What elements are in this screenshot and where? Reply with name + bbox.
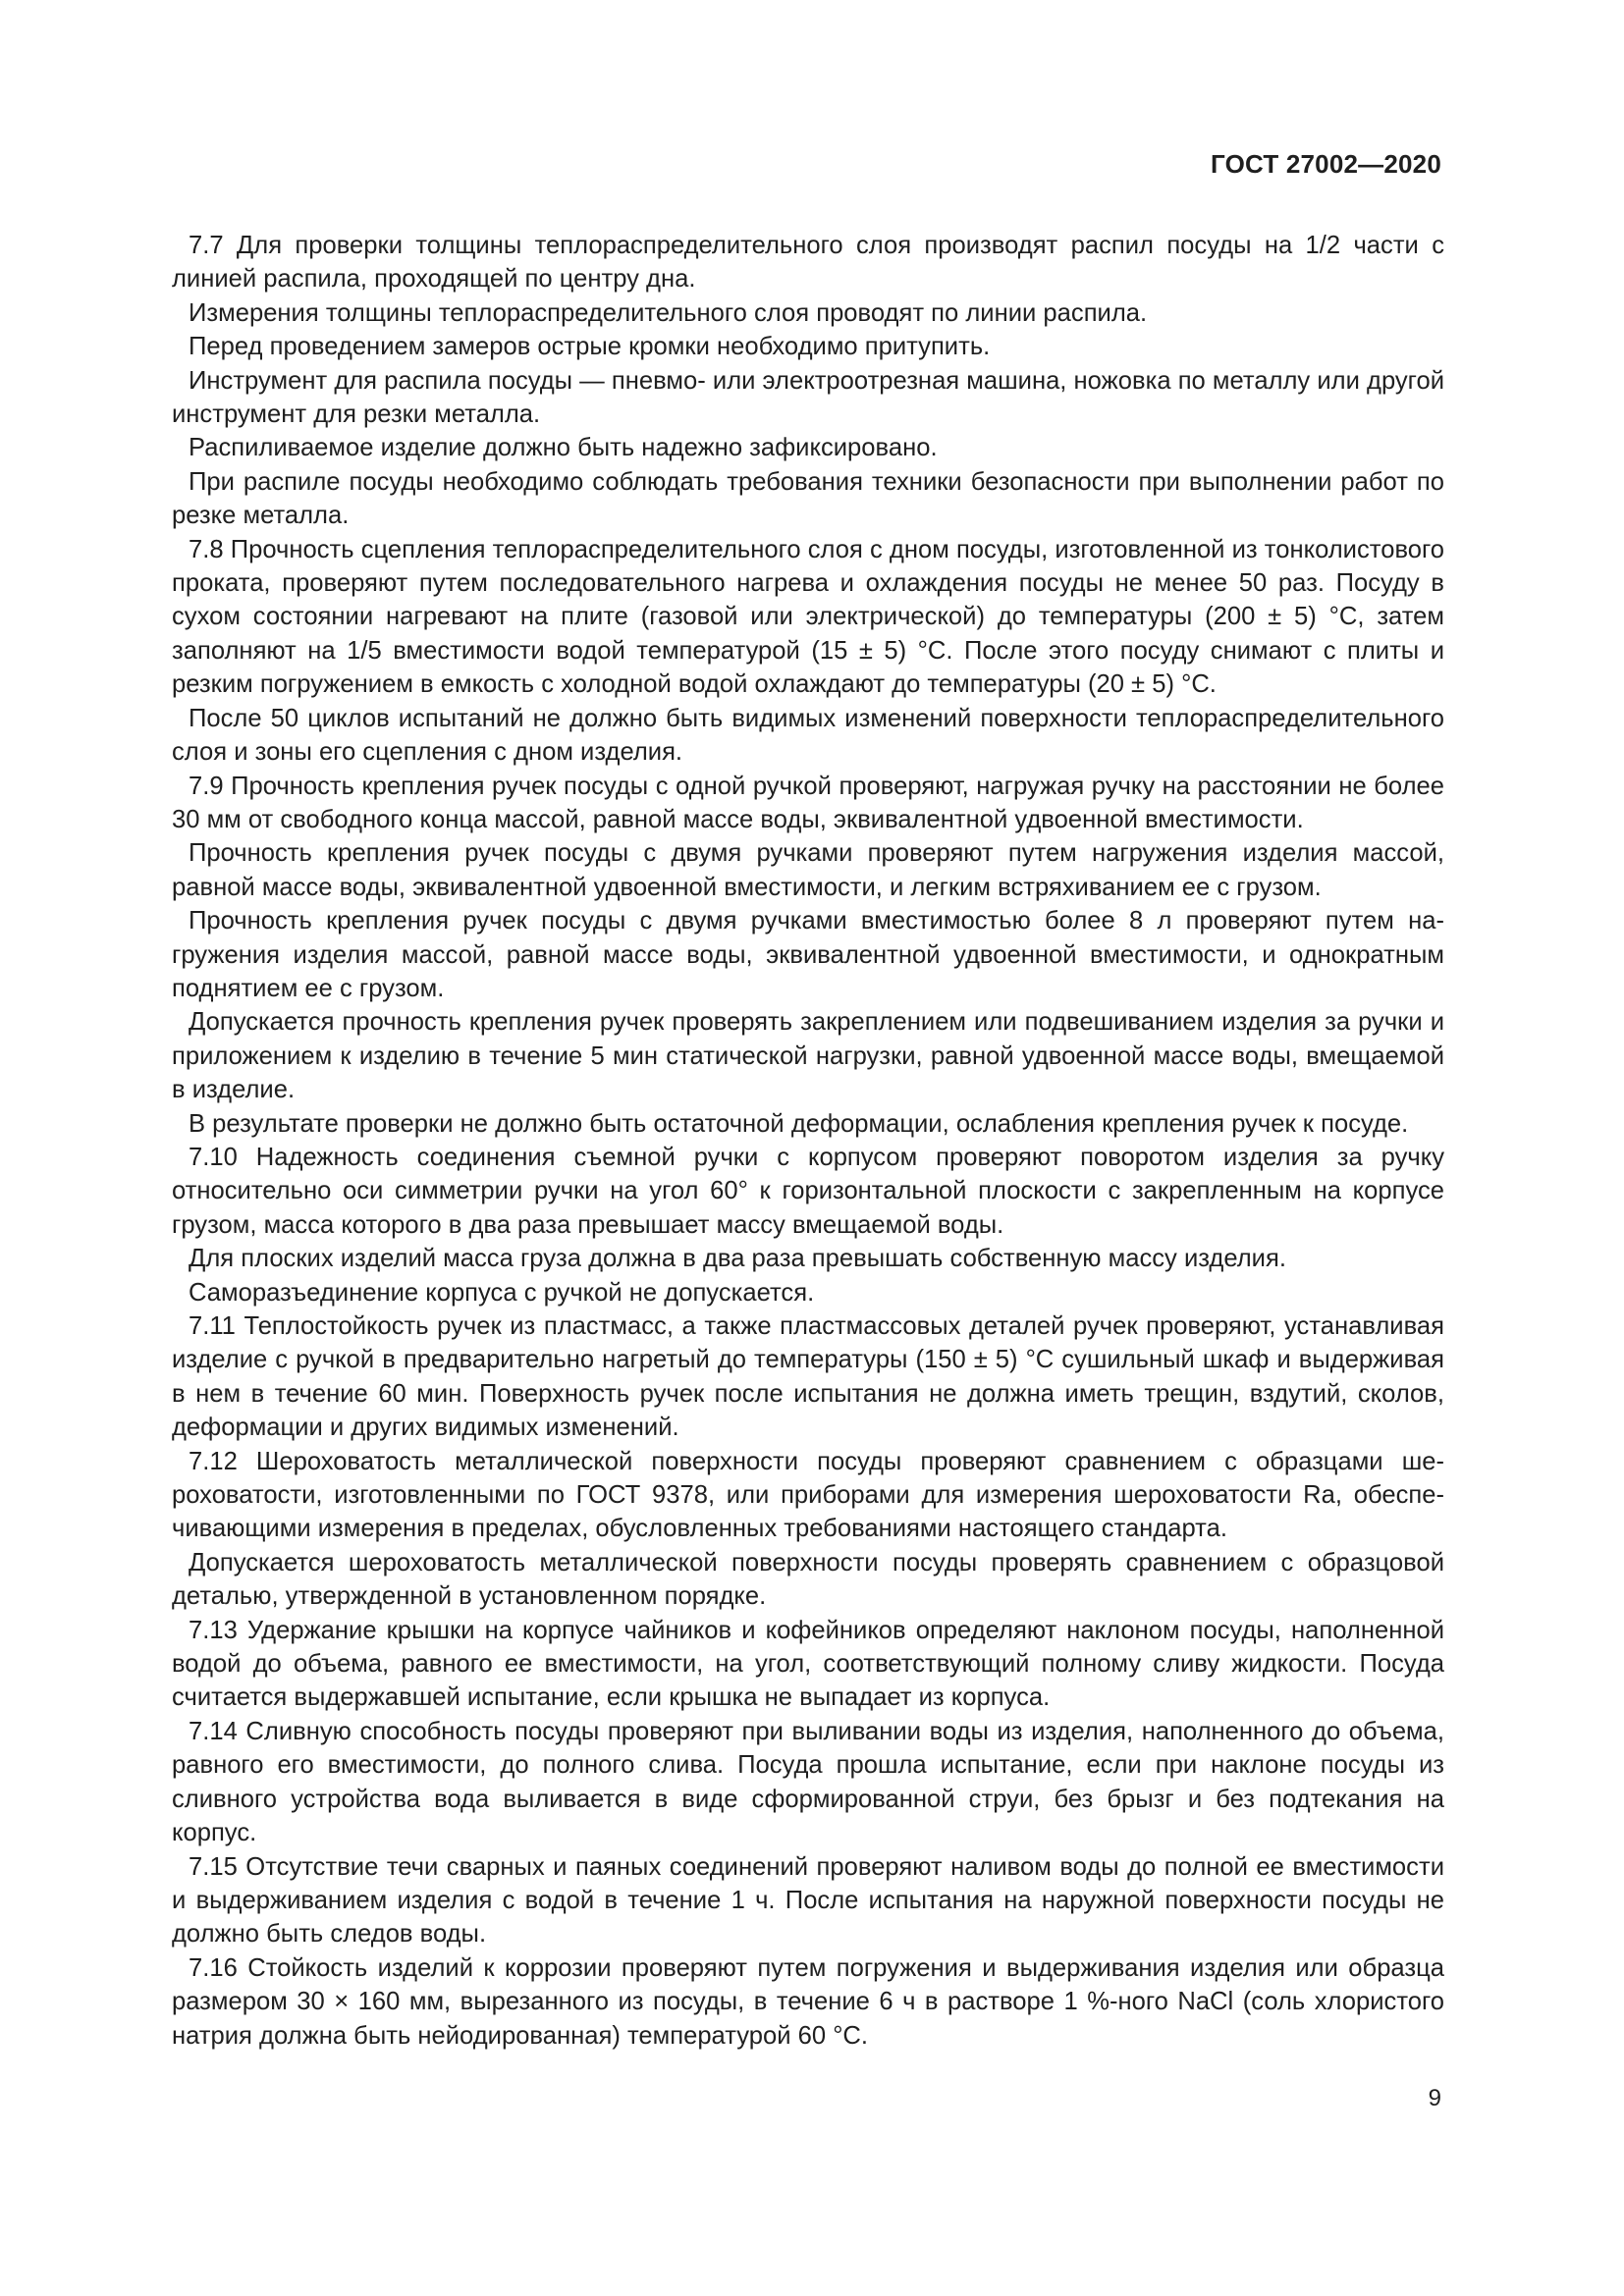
- paragraph: Распиливаемое изделие должно быть надежно зафиксировано.: [189, 434, 938, 462]
- paragraph: Для плоских изделий масса груза должна в два раза превышать собственную массу изделия.: [189, 1245, 1286, 1273]
- paragraph-7-14: 7.14 Сливную способность посуды проверяют при выливании воды из изделия, наполненного до объема, равного его вместимости, до полного слива. Посуда прошла испытание, если при наклоне посуды из сливного устройства вода выливается в виде сформированной струи, без брызг и без подтекания на корпус.: [172, 1717, 1444, 1847]
- paragraph-7-10: 7.10 Надежность соединения съемной ручки с корпусом проверяют поворотом изделия за ручку относительно оси симметрии ручки на угол 60° к горизонтальной плоскости с закрепленным на корпусе грузом, масса которого в два раза превышает массу вмещаемой воды.: [172, 1143, 1444, 1239]
- paragraph-7-11: 7.11 Теплостойкость ручек из пластмасс, а также пластмассовых деталей ручек проверяют, устанавливая изделие с ручкой в предварительно нагретый до температуры (150 ± 5) °С сушильный шкаф и выдерживая в нем в течение 60 мин. Поверхность ручек после испытания не должна иметь трещин, вздутий, сколов, деформации и других видимых изменений.: [172, 1312, 1444, 1442]
- paragraph-7-13: 7.13 Удержание крышки на корпусе чайников и кофейников определяют наклоном посуды, наполненной водой до объема, равного ее вместимости, на угол, соответствующий полному сливу жидкости. Посуда считается выдержавшей испытание, если крышка не выпадает из корпуса.: [172, 1616, 1444, 1712]
- paragraph-7-7: 7.7 Для проверки толщины теплораспределительного слоя производят распил посуды на 1/2 части с линией распила, проходящей по центру дна.: [172, 232, 1444, 294]
- paragraph: Инструмент для распила посуды — пневмо- или электроотрезная машина, ножовка по металлу или другой инструмент для резки металла.: [172, 366, 1444, 429]
- page-number: 9: [1428, 2085, 1441, 2111]
- paragraph-7-16: 7.16 Стойкость изделий к коррозии проверяют путем погружения и выдерживания изделия или образца размером 30 × 160 мм, вырезанного из посуды, в течение 6 ч в растворе 1 %-ного NaCl (соль хлористого натрия должна быть нейодированная) температурой 60 °С.: [172, 1953, 1444, 2050]
- paragraph: В результате проверки не должно быть остаточной деформации, ослабления крепления ручек к посуде.: [189, 1109, 1409, 1138]
- paragraph-7-15: 7.15 Отсутствие течи сварных и паяных соединений проверяют наливом воды до полной ее вместимости и выдерживанием изделия с водой в течение 1 ч. После испытания на наружной поверхности посуды не должно быть следов воды.: [172, 1852, 1444, 1949]
- paragraph: Перед проведением замеров острые кромки необходимо притупить.: [189, 333, 991, 361]
- paragraph: После 50 циклов испытаний не должно быть видимых изменений поверхности теплораспределительного слоя и зоны его сцепления с дном изделия.: [172, 704, 1444, 767]
- paragraph: Саморазъединение корпуса с ручкой не допускается.: [189, 1278, 815, 1307]
- paragraph: Прочность крепления ручек посуды с двумя ручками вместимостью более 8 л проверяют путем нагружения изделия массой, равной массе воды, эквивалентной удвоенной вместимости, и однократным поднятием ее с грузом.: [172, 907, 1444, 1002]
- paragraph-7-8: 7.8 Прочность сцепления теплораспределительного слоя с дном посуды, изготовленной из тонколистового проката, проверяют путем последовательного нагрева и охлаждения посуды не менее 50 раз. Посуду в сухом состоянии нагревают на плите (газовой или электрической) до температуры (200 ± 5) °С, затем заполняют на 1/5 вместимости водой температурой (15 ± 5) °С. После этого посуду снимают с плиты и резким погружением в емкость с холодной водой охлаждают до температуры (20 ± 5) °С.: [172, 535, 1444, 699]
- document-header: ГОСТ 27002—2020: [1211, 149, 1441, 179]
- paragraph-7-12: 7.12 Шероховатость металлической поверхности посуды проверяют сравнением с образцами шероховатости, изготовленными по ГОСТ 9378, или приборами для измерения шероховатости Ra, обеспечивающими измерения в пределах, обусловленных требованиями настоящего стандарта.: [172, 1447, 1444, 1543]
- paragraph: При распиле посуды необходимо соблюдать требования техники безопасности при выполнении работ по резке металла.: [172, 467, 1444, 530]
- paragraph: Измерения толщины теплораспределительного слоя проводят по линии распила.: [189, 298, 1148, 327]
- document-body: [172, 229, 1444, 2053]
- paragraph: Допускается прочность крепления ручек проверять закреплением или подвешиванием изделия за ручки и приложением к изделию в течение 5 мин статической нагрузки, равной удвоенной массе воды, вмещаемой в изделие.: [172, 1008, 1444, 1104]
- paragraph: Прочность крепления ручек посуды с двумя ручками проверяют путем нагружения изделия массой, равной массе воды, эквивалентной удвоенной вместимости, и легким встряхиванием ее с грузом.: [172, 839, 1444, 901]
- paragraph-7-9: 7.9 Прочность крепления ручек посуды с одной ручкой проверяют, нагружая ручку на расстоянии не более 30 мм от свободного конца массой, равной массе воды, эквивалентной удвоенной вместимости.: [172, 772, 1444, 833]
- paragraph: Допускается шероховатость металлической поверхности посуды проверять сравнением с образцовой деталью, утвержденной в установленном порядке.: [172, 1548, 1444, 1611]
